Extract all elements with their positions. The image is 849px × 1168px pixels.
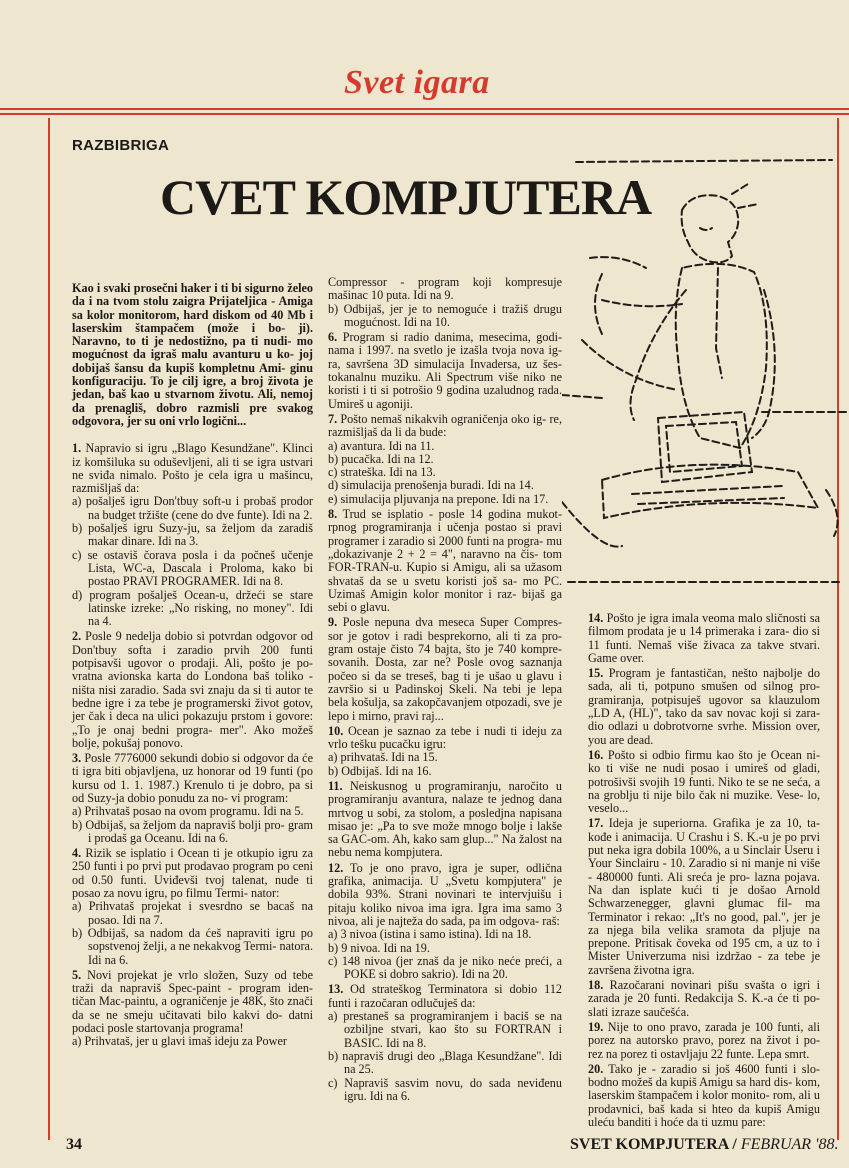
question-text: Napravio si igru „Blago Kesundžane". Klinci iz komšiluka su oduševljeni, ali ti se igra ustvari ne sviđa nimalo. Pošto je cela igra u mašincu, razmišljaš da: [72,441,314,496]
question-number: 4. [72,846,82,861]
page-number: 34 [66,1136,82,1153]
question-text: Trud se isplatio - posle 14 godina mukot- rpnog programiranja i učenja postao si pravi programer i zaradio si 2000 funti na progra- mu „dokazivanje 2 + 2 = 4", naravno na čis- tom FOR-TRAN-u. Kupio si Amigu, ali sa užasom shvataš da se u svetu koristi još sa- mo PC. Uzimaš Amigin kolor monitor i raz- bijaš ga sebi o glavu. [328,507,562,615]
question-paragraph [588,817,820,977]
question-text: Posle 9 nedelja dobio si potvrdan odgovor od Don'tbuy softa i zaradio prvih 200 funti potpisavši ugovor o prodaji. Ali, pošto je po- vratna avionska karta do Londona baš toliko - ništa nisi zaradio. Sada svi znaju da si ti autor te bedne igre i za tebe je programerski život gotov, jer čak i deca na ulici pokazuju prstom i govore: „To je onaj bedni progra- mer". Ako možeš bolje, pokušaj ponovo. [72,629,314,750]
question-paragraph [328,983,562,1010]
question-paragraph [72,752,313,805]
question-number: 1. [72,441,82,456]
question-paragraph [588,749,820,815]
question-paragraph [588,667,820,747]
column-3-body [588,612,820,1129]
answer-option: a) avantura. Idi na 11. [328,438,435,453]
question-number: 9. [328,615,338,630]
text-column-3 [588,610,820,1129]
answer-option: a) Prihvataš, jer u glavi imaš ideju za Power [72,1034,287,1049]
footer-magazine-name: SVET KOMPJUTERA / [570,1136,737,1153]
answer-option: a) prestaneš sa programiranjem i baciš se na ozbiljne stvari, kao što su FORTRAN i BASIC. Idi na 8. [328,1009,562,1050]
answer-option: a) pošalješ igru Don'tbuy soft-u i probaš prodor na budget tržište (cene do dve funte). Idi na 2. [72,494,313,522]
answer-option: d) program pošalješ Ocean-u, držeći se stare latinske izreke: „No risking, no money". Idi na 4. [72,587,313,629]
answer-option: b) pucačka. Idi na 12. [328,451,434,466]
continued-paragraph: Compressor - program koji kompresuje mašinac 10 puta. Idi na 9. [328,275,562,303]
question-number: 15. [588,666,604,681]
question-text: Razočarani novinari pišu svašta o igri i zarada je 20 funti. Redakcija S. K.-a će ti po- slati izraze saučešća. [588,978,820,1019]
question-text: Ocean je saznao za tebe i nudi ti ideju za vrlo tešku pucačku igru: [328,723,563,752]
question-paragraph [328,413,562,440]
answer-option: b) 9 nivoa. Idi na 19. [328,940,430,955]
question-number: 16. [588,747,604,762]
answer-option: a) Prihvataš posao na ovom programu. Idi na 5. [72,804,304,819]
answer-option: d) simulacija prenošenja buradi. Idi na 14. [328,478,534,493]
answer-option: e) simulacija pljuvanja na prepone. Idi na 17. [328,491,549,506]
question-number: 10. [328,723,344,738]
question-text: Program je fantastičan, nešto najbolje do sada, ali ti, potpuno smušen od silnog pro- gramiranja, potpisuješ ugovor sa klauzulom „LD A, (HL)", tako da sav novac koji si zara- dio odlazi u dobrotvorne svrhe. Mission over, you are dead. [588,666,820,747]
answer-option: b) pošalješ igru Suzy-ju, sa željom da zaradiš makar dinare. Idi na 3. [72,521,313,549]
column-2-body [328,276,562,1103]
answer-option: c) strateška. Idi na 13. [328,465,436,480]
question-paragraph [328,616,562,722]
column-1-body [72,442,313,1048]
question-paragraph [72,630,313,750]
question-text: Rizik se isplatio i Ocean ti je otkupio igru za 250 funti i po prvi put prodavao program po ceni od 0.50 funti. Uviđevši tvoj talenat, nude ti posao za novu igru, po filmu Termi- nator: [72,846,313,901]
answer-option: a) Prihvataš projekat i svesrdno se bacaš na posao. Idi na 7. [72,899,313,927]
footer-magazine [570,1136,838,1154]
question-paragraph [588,979,820,1019]
question-number: 17. [588,816,604,831]
question-text: To je ono pravo, igra je super, odlična grafika, animacija. U „Svetu kompjutera" je dobila 93%. Strani novinari te intervjuišu i pitaju koliko nivoa ima igra. Igra ima samo 3 nivoa, ali je najteža do sada, pa im odgova- raš: [328,860,562,928]
answer-option: c) Napraviš sasvim novu, do sada neviđenu igru. Idi na 6. [328,1075,562,1103]
question-text: Neiskusnog u programiranju, naročito u programiranju avantura, nalaze te jednog dana mrtvog u sobi, za stolom, a posledjna napisana misao je: „Pa to sve može mnogo bolje i lakše sa GAC-om. Ah, kako sam glup..." Na žalost na nebu nema kompjutera. [328,778,563,860]
footer-date: FEBRUAR '88. [740,1136,839,1153]
question-paragraph [328,780,562,860]
question-paragraph [328,331,562,411]
section-title: Svet igara [344,64,490,101]
header-rule-bottom [0,113,849,115]
question-text: Od strateškog Terminatora si dobio 112 funti i razočaran odlučuješ da: [328,982,563,1010]
question-paragraph [328,508,562,614]
question-paragraph [588,612,820,665]
question-text: Posle nepuna dva meseca Super Compres- sor je gotov i radi besprekorno, ali ti za pro- gram ostaje čisto 74 bajta, što je 740 kompre- sovanih. Dosta, zar ne? Posle ovog saznanja počeo si da se treseš, bag ti je ušao u glavu i završio si u Padinskoj Skeli. Na tebi je lepa bela košulja, sa zakopčavanjem otpozadi, sve je lepo i mirno, pravi raj... [328,615,563,723]
question-paragraph [588,1063,820,1129]
question-text: Posle 7776000 sekundi dobio si odgovor da će ti igra biti objavljena, uz honorar od 19 funti (po kursu od 1. 1. 1987.) Krenulo ti je dobro, pa si od Suzy-ja dobio ponudu za no- vi program: [72,751,313,805]
answer-option: b) Odbijaš. Idi na 16. [328,763,432,778]
header-rule-top [0,108,849,110]
article-headline: CVET KOMPJUTERA [160,169,652,225]
question-text: Program si radio danima, mesecima, godi- nama i 1997. na svetlo je izašla tvoja nova ig- ra, savršena 3D simulacija Invadersa, uz šes- tokanalnu muziku. Ali Spectrum više niko ne koristi i ti si potrošio 9 godina uzaludnog rada. Umireš u agoniji. [328,330,563,411]
answer-option: b) Odbijaš, jer je to nemoguće i tražiš drugu mogućnost. Idi na 10. [328,301,562,329]
question-paragraph [72,847,313,900]
answer-option: a) prihvataš. Idi na 15. [328,750,438,765]
question-paragraph [328,725,562,752]
question-number: 11. [328,778,343,793]
question-paragraph [328,862,562,928]
question-number: 3. [72,751,82,766]
text-column-1 [72,282,313,1049]
question-paragraph [588,1021,820,1061]
question-paragraph [72,442,313,495]
question-paragraph [72,969,313,1035]
question-number: 12. [328,860,344,875]
question-number: 19. [588,1019,604,1034]
answer-option: b) Odbijaš, sa željom da napraviš bolji pro- gram i prodaš ga Oceanu. Idi na 6. [72,817,313,845]
article-intro: Kao i svaki prosečni haker i ti bi sigurno želeo da i na tvom stolu zaigra Prijateljica - Amiga sa kolor monitorom, hard diskom od 40 Mb i laserskim štampačem (može i bo- ji). Naravno, to ti je nedostižno, pa ti nudi- mo mogućnost da igraš malu avanturu u ko- joj dobijaš šansu da kupiš kompletnu Ami- ginu konfiguraciju. To je cilj igre, a broj života je jedan, baš kao u stvarnom životu. Ali, nemoj da prenagliš, dobro razmisli pre svakog odgovora, jer su oni vrlo logični... [72,281,313,428]
question-text: Pošto nemaš nikakvih ograničenja oko ig- re, razmišljaš da li da bude: [328,411,563,440]
answer-option: c) 148 nivoa (jer znaš da je niko neće preći, a POKE si dobro sakrio). Idi na 20. [328,953,562,982]
question-number: 18. [588,978,604,993]
question-number: 5. [72,967,82,982]
question-number: 14. [588,611,604,625]
answer-option: a) 3 nivoa (istina i samo istina). Idi na 18. [328,927,532,942]
question-text: Nije to ono pravo, zarada je 100 funti, ali porez na autorsko pravo, porez na život i po- rez na porez ti ostavljaju 22 funte. Lepa smrt. [588,1019,821,1061]
question-text: Pošto si odbio firmu kao što je Ocean ni- ko ti više ne nudi posao i umireš od gladi, potrošivši svojih 19 funti. Niko te se ne seća, a na groblju ti nije bilo čak ni muzike. Vese- lo, veselo... [588,747,821,816]
man-at-computer-sketch-icon [562,150,849,605]
question-text: Pošto je igra imala veoma malo sličnosti sa filmom prodata je u 14 primeraka i zara- dio si 11 funti. Nemaš više živaca za takve stvari. Game over. [588,611,821,665]
question-number: 8. [328,507,338,522]
question-text: Ideja je superiorna. Grafika je za 10, ta- kođe i animacija. U Crashu i S. K.-u je po prvi put neka igra dobila 100%, a u Sinclair Useru i Your Sinclairu - 10. Zaradio si ni manje ni više - 480000 funti. Ali sreća je pro- lazna pojava. Na dan isplate kući ti je došao Arnold Schwarzenegger, glavni glumac fil- ma Terminator i rekao: „It's no good, pal.", jer je za njega bila velika sramota da pljuje na prepone. Pritisak čoveka od 195 cm, a uz to i Mister Univerzuma nisi izdržao - za tebe je završena životna igra. [588,816,821,977]
question-text: Tako je - zaradio si još 4600 funti i slo- bodno možeš da kupiš Amigu sa hard dis- kom, laserskim štampačem i kolor monito- rom, ali u prodavnici, baš kada si hteo da kupiš Amigu uleću banditi i hoće da ti uzmu pare: [588,1061,820,1129]
answer-option: b) napraviš drugi deo „Blaga Kesundžane". Idi na 25. [328,1048,562,1077]
question-number: 20. [588,1061,604,1076]
article-kicker: RAZBIBRIGA [72,137,170,154]
question-number: 7. [328,411,338,426]
text-column-2 [328,276,562,1103]
question-number: 13. [328,982,344,997]
answer-option: c) se ostaviš čorava posla i da počneš učenje Lista, WC-a, Dascala i Proloma, kako bi postao PRAVI PROGRAMER. Idi na 8. [72,547,313,589]
question-number: 6. [328,330,338,345]
answer-option: b) Odbijaš, sa nadom da ćeš napraviti igru po sopstvenoj želji, a ne nekakvog Termi- natora. Idi na 6. [72,925,313,967]
question-number: 2. [72,629,82,644]
question-text: Novi projekat je vrlo složen, Suzy od tebe traži da napraviš Spec-paint - program iden- tičan Mac-paintu, a ograničenje je 48K, što znači da se ne smeju učitavati bilo kakvi do- datni podaci posle startovanja programa! [72,967,314,1036]
